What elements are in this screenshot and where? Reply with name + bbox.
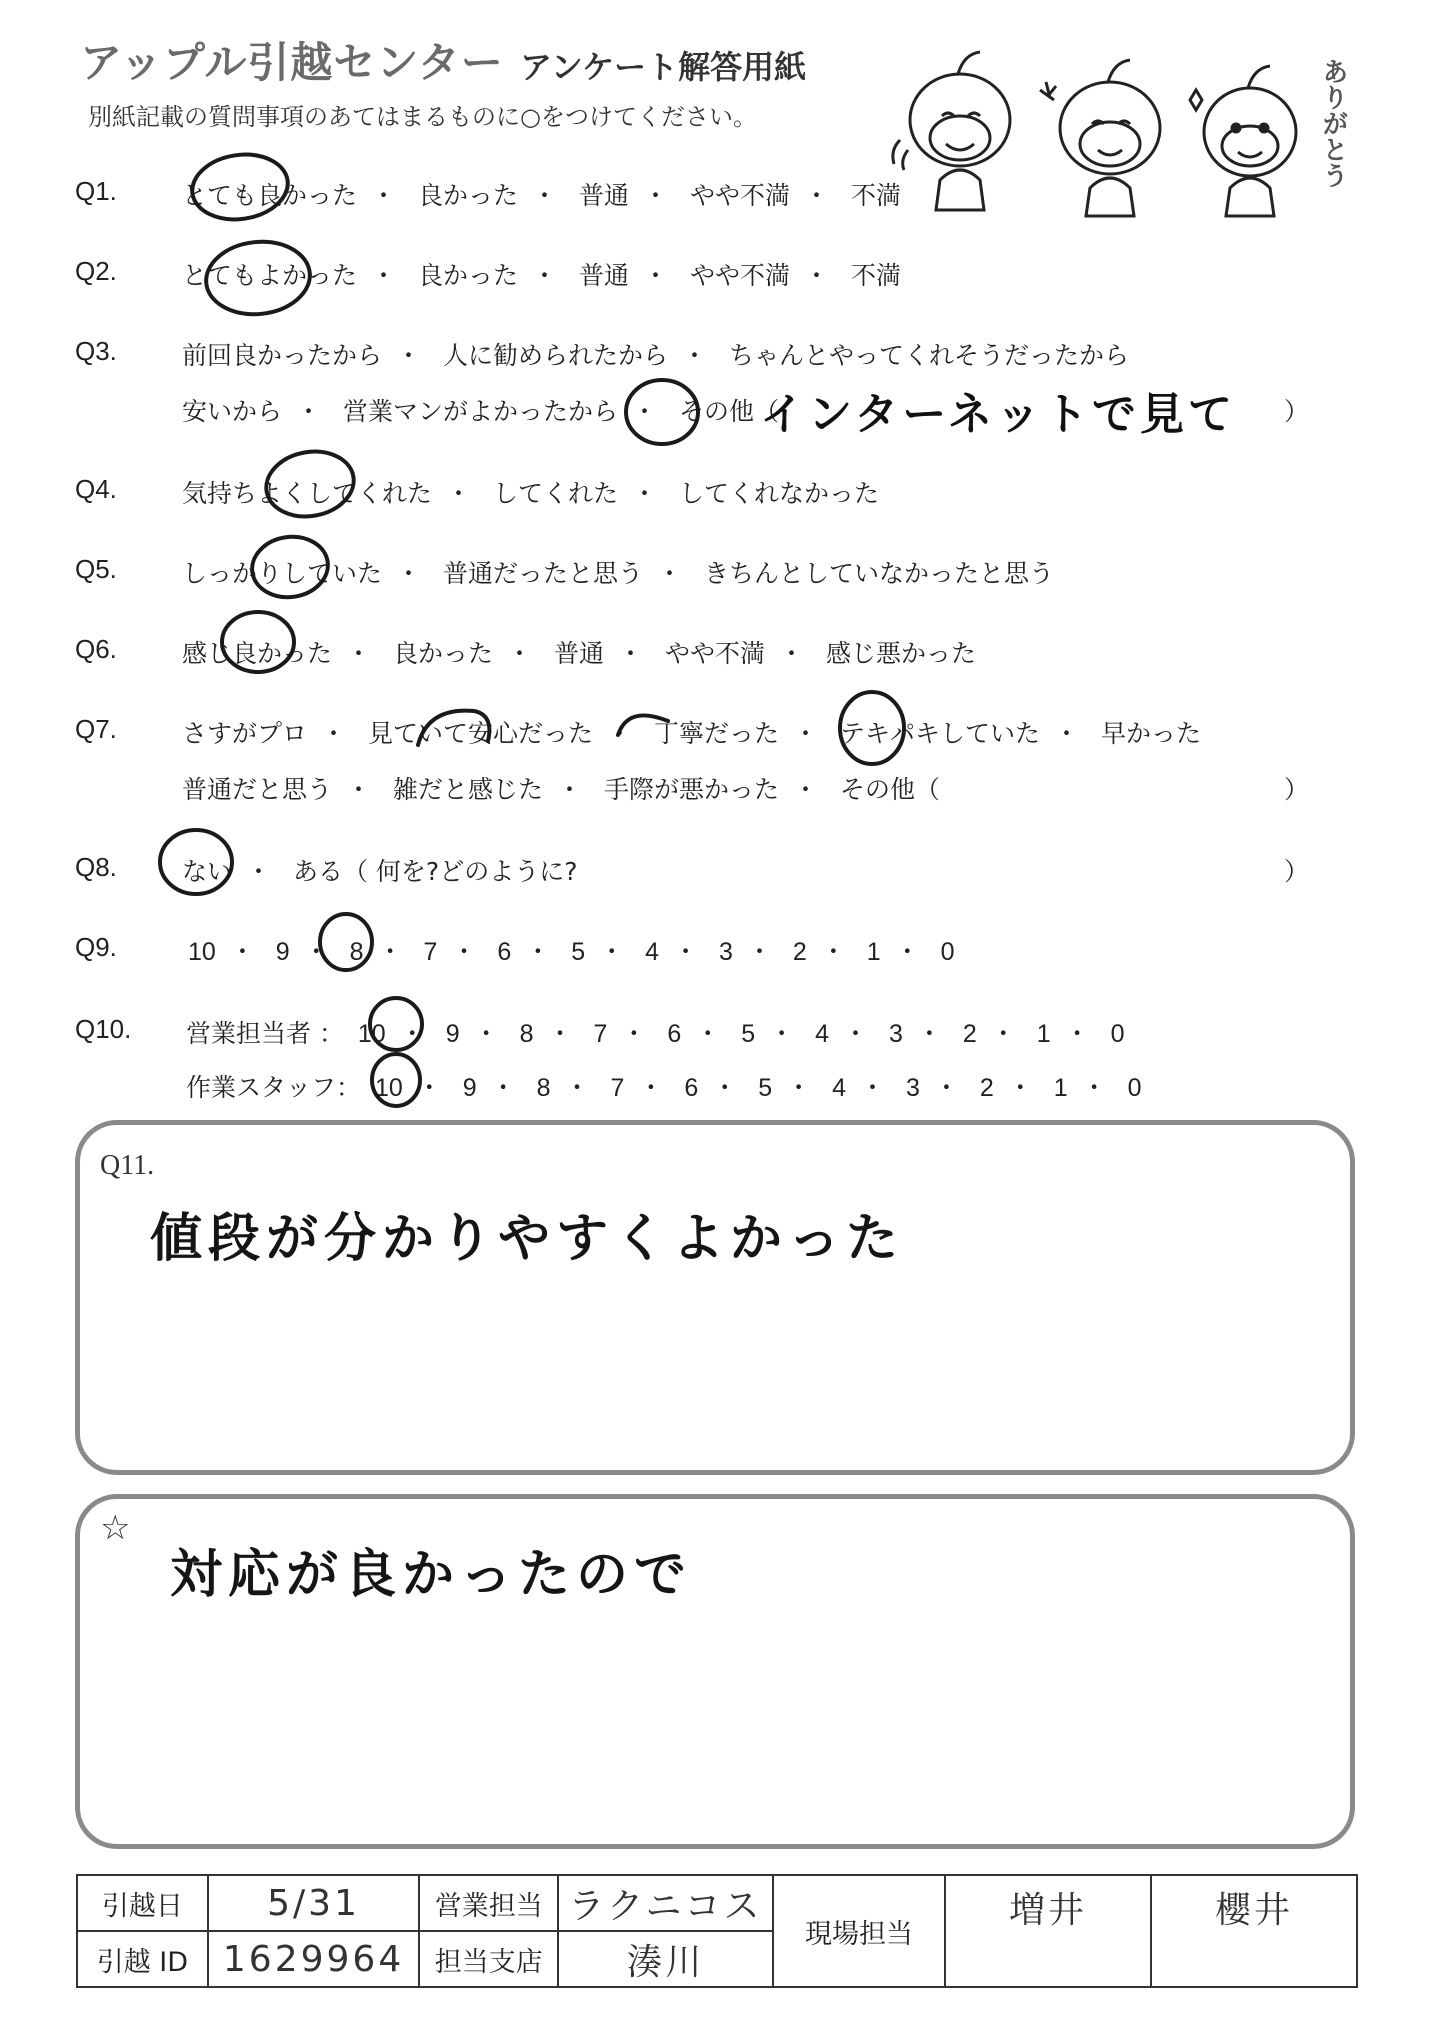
q3-other-answer: インターネットで見て [760, 389, 1237, 440]
q2-option[interactable]: 良かった [417, 261, 518, 290]
q10-sales-label: 営業担当者 ： [186, 1019, 344, 1048]
q6-option[interactable]: 普通 [553, 639, 604, 668]
q7-option[interactable]: 手際が悪かった [603, 775, 779, 804]
q7-option[interactable]: 早かった [1100, 719, 1201, 748]
q5-options: しっかりしていた ・ 普通だったと思う ・ きちんとしていなかったと思う [182, 559, 1054, 588]
q7-option[interactable]: 丁寧だった [653, 719, 779, 748]
q4-option[interactable]: してくれた [492, 479, 618, 508]
q8-close-paren: ） [1284, 857, 1310, 886]
q10-sales-score[interactable]: 2 [962, 1020, 977, 1048]
site-rep-value-1[interactable]: 増井 [945, 1875, 1151, 1987]
q2-option[interactable]: 不満 [850, 261, 901, 290]
q3-option[interactable]: 安いから [182, 397, 283, 426]
q10-staff-score[interactable]: 2 [979, 1074, 994, 1102]
site-rep-value-2[interactable]: 櫻井 [1151, 1875, 1357, 1987]
q10-staff-score[interactable]: 1 [1053, 1074, 1068, 1102]
q3-option[interactable]: 営業マンがよかったから [342, 397, 618, 426]
q10-sales-score[interactable]: 3 [888, 1020, 903, 1048]
q1-options: とても良かった ・ 良かった ・ 普通 ・ やや不満 ・ 不満 [182, 181, 901, 210]
q11-comment-box[interactable] [75, 1120, 1355, 1475]
q7-option-other[interactable]: その他（ [839, 775, 940, 804]
q7-option[interactable]: 普通だと思う [182, 775, 333, 804]
q4-option[interactable]: してくれなかった [678, 479, 879, 508]
q9-score[interactable]: 8 [349, 938, 364, 966]
q3-options-line1: 前回良かったから ・ 人に勧められたから ・ ちゃんとやってくれそうだったから [182, 341, 1129, 370]
q6-option[interactable]: やや不満 [664, 639, 765, 668]
q7-options-line2: 普通だと思う ・ 雑だと感じた ・ 手際が悪かった ・ その他（ [182, 775, 940, 804]
q10-sales-score[interactable]: 4 [815, 1020, 829, 1048]
q10-sales-score[interactable]: 6 [667, 1020, 682, 1048]
q5-label: Q5. [75, 554, 117, 584]
q10-staff-score[interactable]: 0 [1127, 1074, 1142, 1102]
q10-sales-row: 営業担当者 ： 10 ・ 9 ・ 8 ・ 7 ・ 6 ・ 5 ・ 4 ・ 3 ・ 2 ・ 1 ・ 0 [186, 1019, 1125, 1048]
q1-option[interactable]: 良かった [417, 181, 518, 210]
branch-label: 担当支店 [419, 1931, 558, 1987]
q3-option[interactable]: 前回良かったから [182, 341, 383, 370]
instruction-text: 別紙記載の質問事項のあてはまるものに○をつけてください。 [88, 103, 757, 131]
form-subtitle: アンケート解答用紙 [520, 48, 807, 86]
q7-options-line1: さすがプロ ・ 見ていて安心だった ・ 丁寧だった ・ テキパキしていた ・ 早かった [182, 719, 1201, 748]
q9-label: Q9. [75, 932, 117, 962]
q10-staff-score[interactable]: 6 [684, 1074, 699, 1102]
q1-option[interactable]: やや不満 [689, 181, 790, 210]
sales-rep-label: 営業担当 [419, 1875, 558, 1931]
q3-label: Q3. [75, 336, 117, 366]
q10-staff-row: 作業スタッフ： 10 ・ 9 ・ 8 ・ 7 ・ 6 ・ 5 ・ 4 ・ 3 ・ 2 ・ 1 ・ 0 [186, 1073, 1142, 1102]
q5-option[interactable]: しっかりしていた [182, 559, 383, 588]
q7-label: Q7. [75, 714, 117, 744]
q9-score[interactable]: 7 [423, 938, 438, 966]
q8-options: ない ・ ある（ 何を?どのように? [182, 857, 578, 886]
q4-option[interactable]: 気持ちよくしてくれた [182, 479, 433, 508]
q2-option[interactable]: とてもよかった [182, 261, 358, 290]
q9-score[interactable]: 10 [188, 938, 216, 966]
q6-option[interactable]: 感じ良かった [182, 639, 333, 668]
star-label: ☆ [100, 1508, 131, 1548]
q11-label: Q11. [100, 1150, 155, 1181]
q9-score[interactable]: 6 [497, 938, 512, 966]
q9-score[interactable]: 9 [275, 938, 290, 966]
q7-option[interactable]: さすがプロ [182, 719, 308, 748]
q3-option[interactable]: ちゃんとやってくれそうだったから [728, 341, 1129, 370]
monkey-mascot-illustration [880, 40, 1340, 220]
q10-sales-score[interactable]: 10 [357, 1020, 386, 1048]
moving-id-value[interactable]: 1629964 [208, 1931, 420, 1987]
q1-option[interactable]: 普通 [578, 181, 629, 210]
q8-label: Q8. [75, 852, 117, 882]
q2-option[interactable]: やや不満 [689, 261, 790, 290]
q9-score[interactable]: 2 [792, 938, 807, 966]
moving-date-value[interactable]: 5/31 [208, 1875, 420, 1931]
thanks-text: ありがとう [1318, 58, 1348, 188]
q9-score[interactable]: 5 [571, 938, 586, 966]
moving-id-label: 引越 ID [77, 1931, 208, 1987]
q10-staff-score[interactable]: 4 [832, 1074, 847, 1102]
company-title: アップル引越センター [80, 38, 504, 87]
q9-score[interactable]: 0 [940, 938, 955, 966]
q3-option[interactable]: 人に勧められたから [442, 341, 668, 370]
q1-option[interactable]: とても良かった [182, 181, 358, 210]
q7-close-paren: ） [1284, 775, 1310, 804]
q4-options: 気持ちよくしてくれた ・ してくれた ・ してくれなかった [182, 479, 879, 508]
moving-date-label: 引越日 [77, 1875, 208, 1931]
q10-staff-score[interactable]: 8 [536, 1074, 551, 1102]
sales-rep-value[interactable]: ラクニコス [558, 1875, 773, 1931]
q10-sales-score[interactable]: 9 [445, 1020, 460, 1048]
q10-staff-score[interactable]: 3 [906, 1074, 920, 1102]
q7-option[interactable]: 雑だと感じた [392, 775, 543, 804]
q9-scale: 10 ・ 9 ・ 8 ・ 7 ・ 6 ・ 5 ・ 4 ・ 3 ・ 2 ・ 1 ・ 0 [188, 938, 955, 966]
q10-sales-score[interactable]: 0 [1110, 1020, 1125, 1048]
q10-sales-score[interactable]: 5 [741, 1020, 756, 1048]
q5-option[interactable]: 普通だったと思う [442, 559, 643, 588]
site-rep-label: 現場担当 [773, 1875, 945, 1987]
q10-staff-score[interactable]: 10 [374, 1074, 403, 1102]
q9-score[interactable]: 4 [645, 938, 660, 966]
q4-label: Q4. [75, 474, 117, 504]
q6-option[interactable]: 良かった [392, 639, 493, 668]
q1-option[interactable]: 不満 [850, 181, 901, 210]
q10-sales-score[interactable]: 1 [1036, 1020, 1051, 1048]
branch-value[interactable]: 湊川 [558, 1931, 773, 1987]
q9-score[interactable]: 3 [719, 938, 733, 966]
q10-label: Q10. [75, 1014, 132, 1044]
q2-label: Q2. [75, 256, 117, 286]
q10-staff-score[interactable]: 7 [610, 1074, 625, 1102]
q5-option[interactable]: きちんとしていなかったと思う [703, 559, 1054, 588]
q6-option[interactable]: 感じ悪かった [825, 639, 976, 668]
q3-close-paren: ） [1284, 397, 1310, 426]
q6-options: 感じ良かった ・ 良かった ・ 普通 ・ やや不満 ・ 感じ悪かった [182, 639, 976, 668]
q10-staff-score[interactable]: 5 [758, 1074, 773, 1102]
moving-info-table [76, 1874, 1358, 1988]
q9-score[interactable]: 1 [866, 938, 881, 966]
q11-answer: 値段が分かりやすくよかった [150, 1209, 905, 1269]
q2-option[interactable]: 普通 [578, 261, 629, 290]
q7-option[interactable]: 見ていて安心だった [367, 719, 593, 748]
q10-sales-score[interactable]: 8 [519, 1020, 534, 1048]
star-answer: 対応が良かったので [170, 1545, 693, 1605]
q3-option-other[interactable]: その他（ [678, 397, 779, 426]
q6-label: Q6. [75, 634, 117, 664]
q2-options: とてもよかった ・ 良かった ・ 普通 ・ やや不満 ・ 不満 [182, 261, 901, 290]
q10-sales-score[interactable]: 7 [593, 1020, 608, 1048]
q3-options-line2: 安いから ・ 営業マンがよかったから ・ その他（ [182, 397, 779, 426]
q1-label: Q1. [75, 176, 117, 206]
q10-staff-label: 作業スタッフ： [186, 1073, 362, 1102]
q8-option[interactable]: ある（ 何を?どのように? [292, 857, 578, 886]
q7-option[interactable]: テキパキしていた [839, 719, 1040, 748]
q10-staff-score[interactable]: 9 [462, 1074, 477, 1102]
q8-option[interactable]: ない [182, 857, 233, 886]
